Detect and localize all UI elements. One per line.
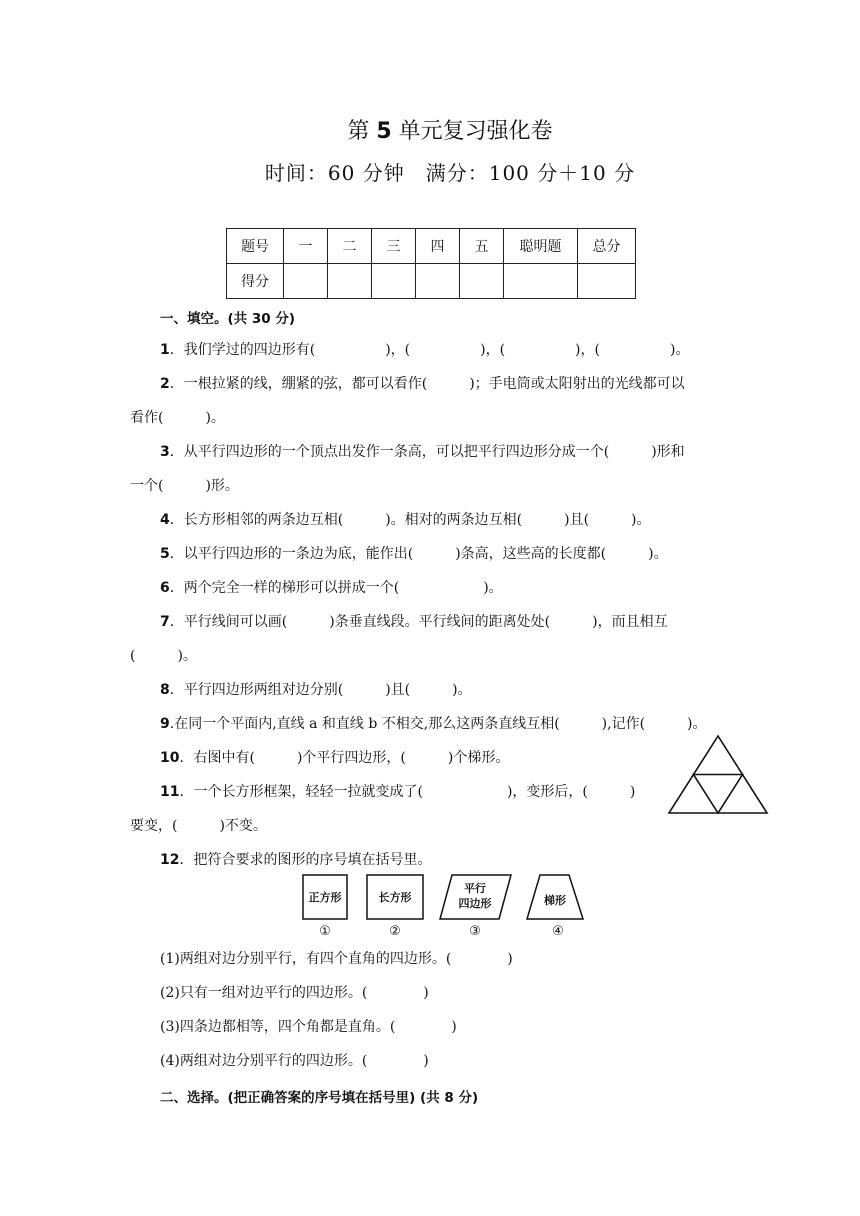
question-7: 7．平行线间可以画( )条垂直线段。平行线间的距离处处( )，而且相互 bbox=[160, 614, 668, 630]
question-3-cont: 一个( )形。 bbox=[130, 478, 239, 494]
exam-info: 时间：60 分钟 满分：100 分＋10 分 bbox=[264, 161, 636, 185]
question-7-cont: ( )。 bbox=[130, 648, 197, 664]
score-header-cell: 四 bbox=[416, 229, 460, 264]
parallelogram-label: 四边形 bbox=[458, 897, 492, 910]
question-10: 10．右图中有( )个平行四边形，( )个梯形。 bbox=[160, 750, 510, 766]
question-11: 11．一个长方形框架，轻轻一拉就变成了( )，变形后，( ) bbox=[160, 784, 636, 800]
question-12-sub2: (2)只有一组对边平行的四边形。( ) bbox=[160, 985, 429, 1001]
question-1: 1．我们学过的四边形有( )，( )，( )，( )。 bbox=[160, 342, 690, 358]
score-cell[interactable] bbox=[328, 264, 372, 299]
score-header-cell: 二 bbox=[328, 229, 372, 264]
question-11-cont: 要变，( )不变。 bbox=[130, 818, 267, 834]
page-title: 第 5 单元复习强化卷 bbox=[347, 119, 553, 144]
shape-index: ③ bbox=[469, 924, 481, 938]
score-cell[interactable] bbox=[578, 264, 636, 299]
score-table-header-row bbox=[227, 229, 636, 264]
shape-index: ② bbox=[389, 924, 401, 938]
trapezoid-label: 梯形 bbox=[544, 894, 566, 907]
question-12-sub3: (3)四条边都相等，四个角都是直角。( ) bbox=[160, 1019, 457, 1035]
score-header-cell: 题号 bbox=[227, 229, 284, 264]
question-6: 6．两个完全一样的梯形可以拼成一个( )。 bbox=[160, 580, 503, 596]
inner-triangle bbox=[694, 775, 743, 814]
question-8: 8．平行四边形两组对边分别( )且( )。 bbox=[160, 682, 472, 698]
shapes-figure bbox=[300, 872, 600, 938]
score-table bbox=[226, 228, 636, 299]
square-label: 正方形 bbox=[308, 891, 342, 904]
score-row-label: 得分 bbox=[227, 264, 284, 299]
question-4: 4．长方形相邻的两条边互相( )。相对的两条边互相( )且( )。 bbox=[160, 512, 651, 528]
score-header-cell: 一 bbox=[284, 229, 328, 264]
question-3: 3．从平行四边形的一个顶点出发作一条高，可以把平行四边形分成一个( )形和 bbox=[160, 444, 685, 460]
score-cell[interactable] bbox=[460, 264, 504, 299]
question-12-sub4: (4)两组对边分别平行的四边形。( ) bbox=[160, 1053, 429, 1069]
question-2-cont: 看作( )。 bbox=[130, 410, 225, 426]
rectangle-label: 长方形 bbox=[378, 891, 412, 904]
score-cell[interactable] bbox=[284, 264, 328, 299]
score-table-score-row bbox=[227, 264, 636, 299]
question-9: 9.在同一个平面内,直线 a 和直线 b 不相交,那么这两条直线互相( ),记作( )。 bbox=[160, 716, 707, 732]
score-header-cell: 五 bbox=[460, 229, 504, 264]
score-cell[interactable] bbox=[372, 264, 416, 299]
question-5: 5．以平行四边形的一条边为底，能作出( )条高，这些高的长度都( )。 bbox=[160, 546, 668, 562]
score-cell[interactable] bbox=[504, 264, 578, 299]
section-heading-2: 二、选择。(把正确答案的序号填在括号里) (共 8 分) bbox=[160, 1090, 479, 1106]
shape-index: ① bbox=[319, 924, 331, 938]
score-cell[interactable] bbox=[416, 264, 460, 299]
shape-index: ④ bbox=[552, 924, 564, 938]
triangle-figure bbox=[664, 733, 772, 817]
question-12: 12．把符合要求的图形的序号填在括号里。 bbox=[160, 852, 432, 868]
question-2: 2．一根拉紧的线，绷紧的弦，都可以看作( )；手电筒或太阳射出的光线都可以 bbox=[160, 376, 685, 392]
parallelogram-label: 平行 bbox=[464, 882, 486, 895]
score-header-cell: 三 bbox=[372, 229, 416, 264]
score-header-cell: 聪明题 bbox=[504, 229, 578, 264]
score-header-cell: 总分 bbox=[578, 229, 636, 264]
section-heading-1: 一、填空。(共 30 分) bbox=[160, 311, 296, 327]
question-12-sub1: (1)两组对边分别平行，有四个直角的四边形。( ) bbox=[160, 951, 513, 967]
